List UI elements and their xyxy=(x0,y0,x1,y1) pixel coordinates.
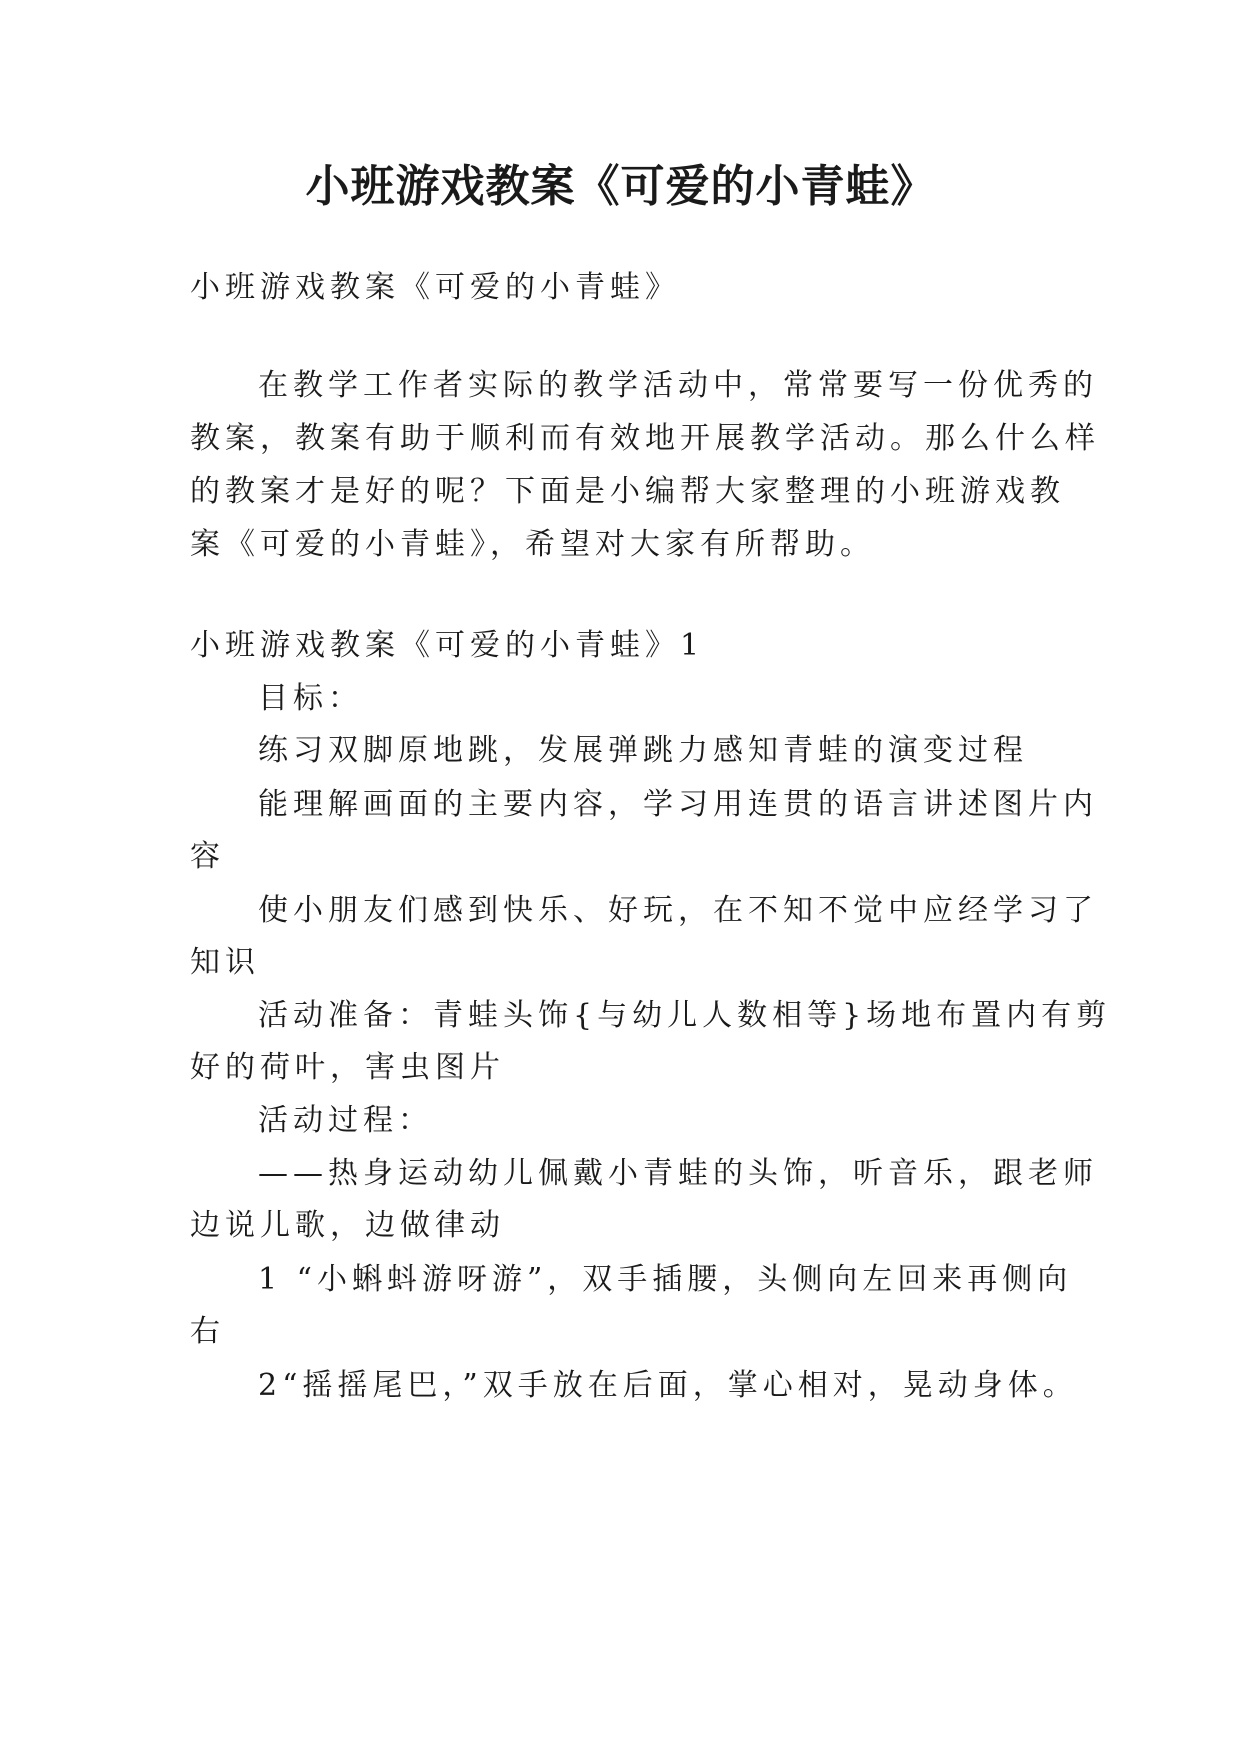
body-line: 使小朋友们感到快乐、好玩，在不知不觉中应经学习了 xyxy=(258,893,1098,928)
body-line: 知识 xyxy=(190,945,260,980)
body-line: 好的荷叶，害虫图片 xyxy=(190,1050,505,1085)
body-line: 活动过程： xyxy=(258,1103,433,1138)
body-line: 右 xyxy=(190,1314,225,1349)
body-line: 1 “小蝌蚪游呀游”，双手插腰，头侧向左回来再侧向 xyxy=(258,1262,1073,1297)
document-title: 小班游戏教案《可爱的小青蛙》 xyxy=(305,161,936,212)
subtitle: 小班游戏教案《可爱的小青蛙》 xyxy=(190,270,680,305)
body-line: 边说儿歌，边做律动 xyxy=(190,1208,505,1243)
body-line: 2“摇摇尾巴，”双手放在后面，掌心相对，晃动身体。 xyxy=(258,1368,1078,1403)
intro-line: 案《可爱的小青蛙》，希望对大家有所帮助。 xyxy=(190,527,875,562)
intro-line: 在教学工作者实际的教学活动中，常常要写一份优秀的 xyxy=(258,368,1098,403)
intro-line: 教案，教案有助于顺利而有效地开展教学活动。那么什么样 xyxy=(190,421,1100,456)
body-line: ——热身运动幼儿佩戴小青蛙的头饰，听音乐，跟老师 xyxy=(258,1156,1098,1191)
body-line: 能理解画面的主要内容，学习用连贯的语言讲述图片内 xyxy=(258,787,1098,822)
intro-line: 的教案才是好的呢？下面是小编帮大家整理的小班游戏教 xyxy=(190,474,1065,509)
body-line: 容 xyxy=(190,839,225,874)
body-line: 活动准备：青蛙头饰{与幼儿人数相等}场地布置内有剪 xyxy=(258,998,1112,1033)
body-line: 练习双脚原地跳，发展弹跳力感知青蛙的演变过程 xyxy=(258,733,1028,768)
section-heading: 小班游戏教案《可爱的小青蛙》1 xyxy=(190,628,705,663)
body-line: 目标： xyxy=(258,681,363,716)
